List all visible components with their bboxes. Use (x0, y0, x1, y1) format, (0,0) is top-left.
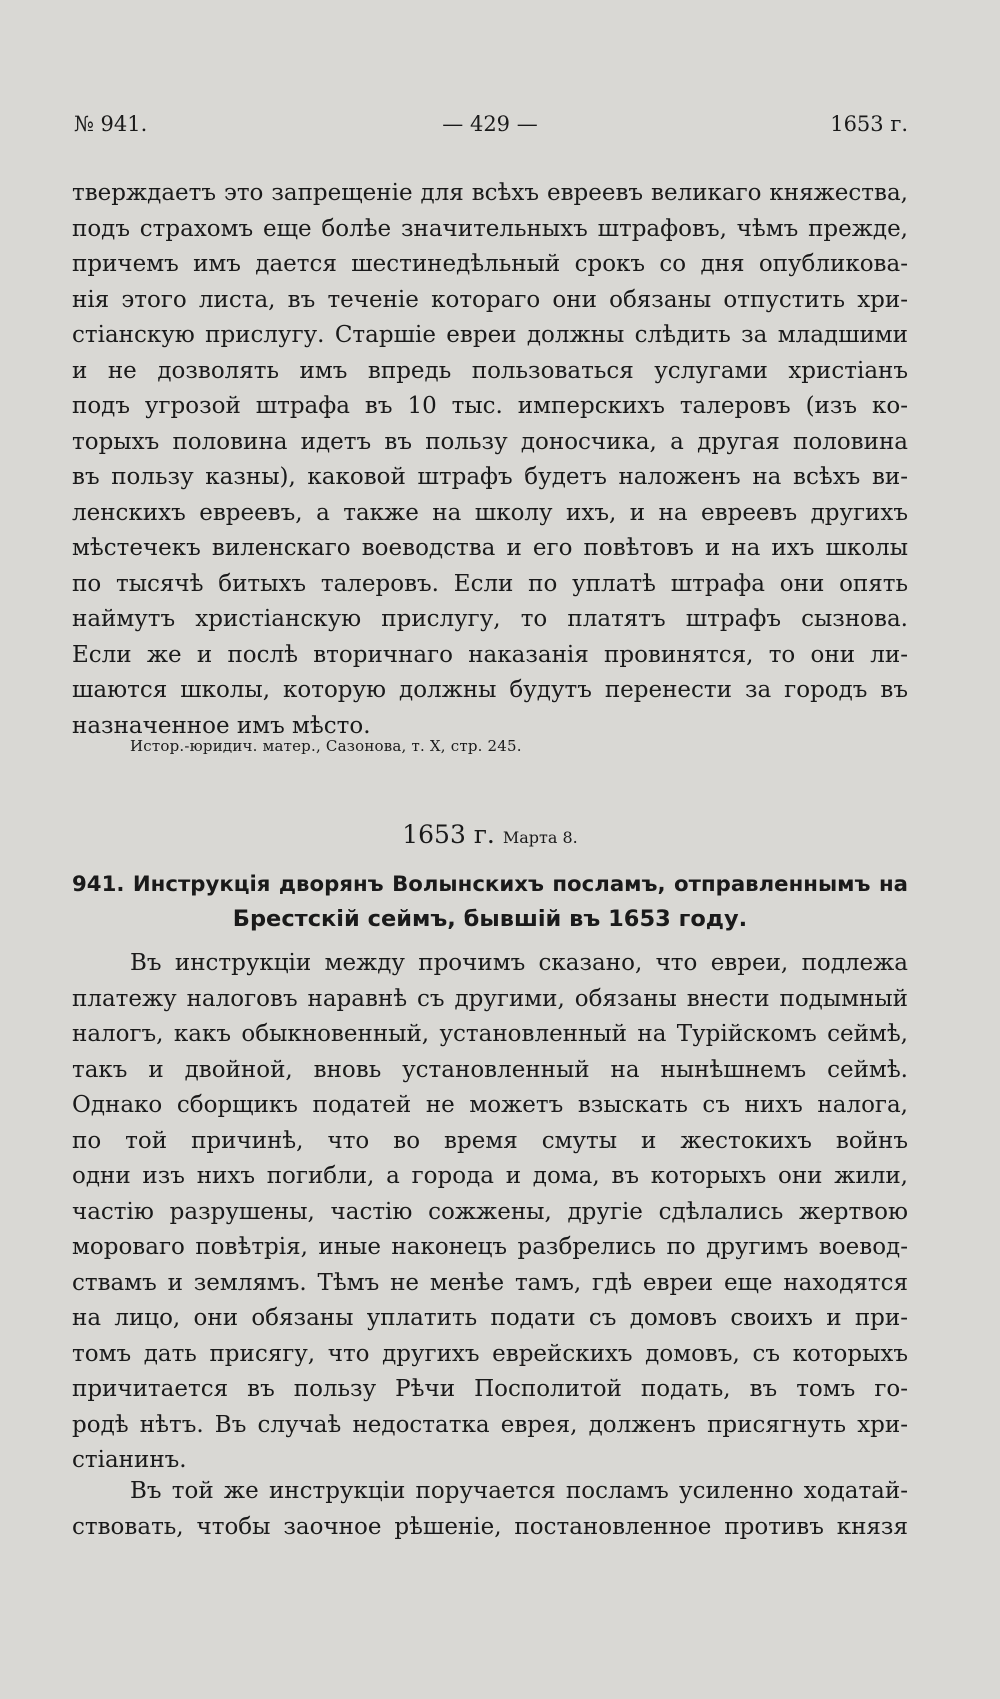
continued-paragraph (72, 176, 908, 744)
source-citation: Истор.-юридич. матер., Сазонова, т. X, стр. 245. (130, 737, 522, 755)
title-line: Брестскій сеймъ, бывшій въ 1653 году. (232, 906, 748, 932)
text-line: мѣстечекъ виленскаго воеводства и его повѣтовъ и на ихъ школы (72, 535, 908, 561)
text-line: такъ и двойной, вновь установленный на нынѣшнемъ сеймѣ. (72, 1056, 908, 1083)
date-year: 1653 г. (402, 820, 495, 849)
text-line: причитается въ пользу Рѣчи Посполитой подать, въ томъ го- (72, 1376, 908, 1402)
text-line: ленскихъ евреевъ, а также на школу ихъ, и на евреевъ другихъ (72, 499, 908, 526)
date-day: Марта 8. (502, 828, 578, 847)
date-heading (72, 820, 908, 849)
text-line: тверждаетъ это запрещеніе для всѣхъ евреевъ великаго княжества, (72, 180, 908, 206)
body-paragraph (72, 1474, 908, 1545)
text-line: нія этого листа, въ теченіе котораго они обязаны отпустить хри- (72, 286, 908, 313)
text-line: шаются школы, которую должны будутъ перенести за городъ въ (72, 677, 908, 703)
text-line: по тысячѣ битыхъ талеровъ. Если по уплатѣ штрафа они опять (72, 570, 908, 597)
text-line: ствовать, чтобы заочное рѣшеніе, постановленное противъ князя (72, 1513, 908, 1540)
text-line: томъ дать присягу, что другихъ еврейскихъ домовъ, съ которыхъ (72, 1340, 908, 1367)
text-line: Если же и послѣ вторичнаго наказанія провинятся, то они ли- (72, 641, 908, 668)
text-line: одни изъ нихъ погибли, а города и дома, въ которыхъ они жили, (72, 1163, 908, 1189)
text-line: частію разрушены, частію сожжены, другіе сдѣлались жертвою (72, 1198, 908, 1225)
text-line: стіанскую прислугу. Старшіе евреи должны слѣдить за младшими (72, 322, 908, 348)
body-paragraph (72, 946, 908, 1479)
header-year: 1653 г. (830, 112, 908, 136)
text-line: Въ инструкціи между прочимъ сказано, что евреи, подлежа (130, 950, 908, 976)
text-line: стіанинъ. (72, 1447, 187, 1473)
text-line: ствамъ и землямъ. Тѣмъ не менѣе тамъ, гдѣ евреи еще находятся (72, 1269, 908, 1296)
document-title (72, 868, 908, 936)
text-line: подъ угрозой штрафа въ 10 тыс. имперскихъ талеровъ (изъ ко- (72, 393, 908, 419)
text-line: подъ страхомъ еще болѣе значительныхъ штрафовъ, чѣмъ прежде, (72, 215, 908, 242)
title-line: 941. Инструкція дворянъ Волынскихъ посламъ, отправленнымъ на (72, 872, 908, 897)
text-line: платежу налоговъ наравнѣ съ другими, обязаны внести подымный (72, 985, 908, 1012)
text-line: на лицо, они обязаны уплатить подати съ домовъ своихъ и при- (72, 1305, 908, 1331)
entry-number: № 941. (74, 112, 148, 136)
text-line: назначенное имъ мѣсто. (72, 712, 371, 739)
text-line: въ пользу казны), каковой штрафъ будетъ наложенъ на всѣхъ ви- (72, 464, 908, 490)
text-line: причемъ имъ дается шестинедѣльный срокъ со дня опубликова- (72, 251, 908, 277)
text-line: по той причинѣ, что во время смуты и жестокихъ войнъ (72, 1127, 908, 1154)
text-line: налогъ, какъ обыкновенный, установленный на Турійскомъ сеймѣ, (72, 1021, 908, 1047)
text-line: мороваго повѣтрія, иные наконецъ разбрелись по другимъ воевод- (72, 1234, 908, 1260)
text-line: торыхъ половина идетъ въ пользу доносчика, а другая половина (72, 428, 908, 455)
text-line: наймутъ христіанскую прислугу, то платятъ штрафъ сызнова. (72, 606, 908, 632)
text-line: Въ той же инструкціи поручается посламъ усиленно ходатай- (130, 1478, 908, 1504)
text-line: и не дозволять имъ впредь пользоваться услугами христіанъ (72, 357, 908, 384)
running-head (72, 112, 908, 146)
text-line: Однако сборщикъ податей не можетъ взыскать съ нихъ налога, (72, 1092, 908, 1118)
page-number: — 429 — (442, 112, 538, 136)
text-line: родѣ нѣтъ. Въ случаѣ недостатка еврея, долженъ присягнуть хри- (72, 1411, 908, 1438)
